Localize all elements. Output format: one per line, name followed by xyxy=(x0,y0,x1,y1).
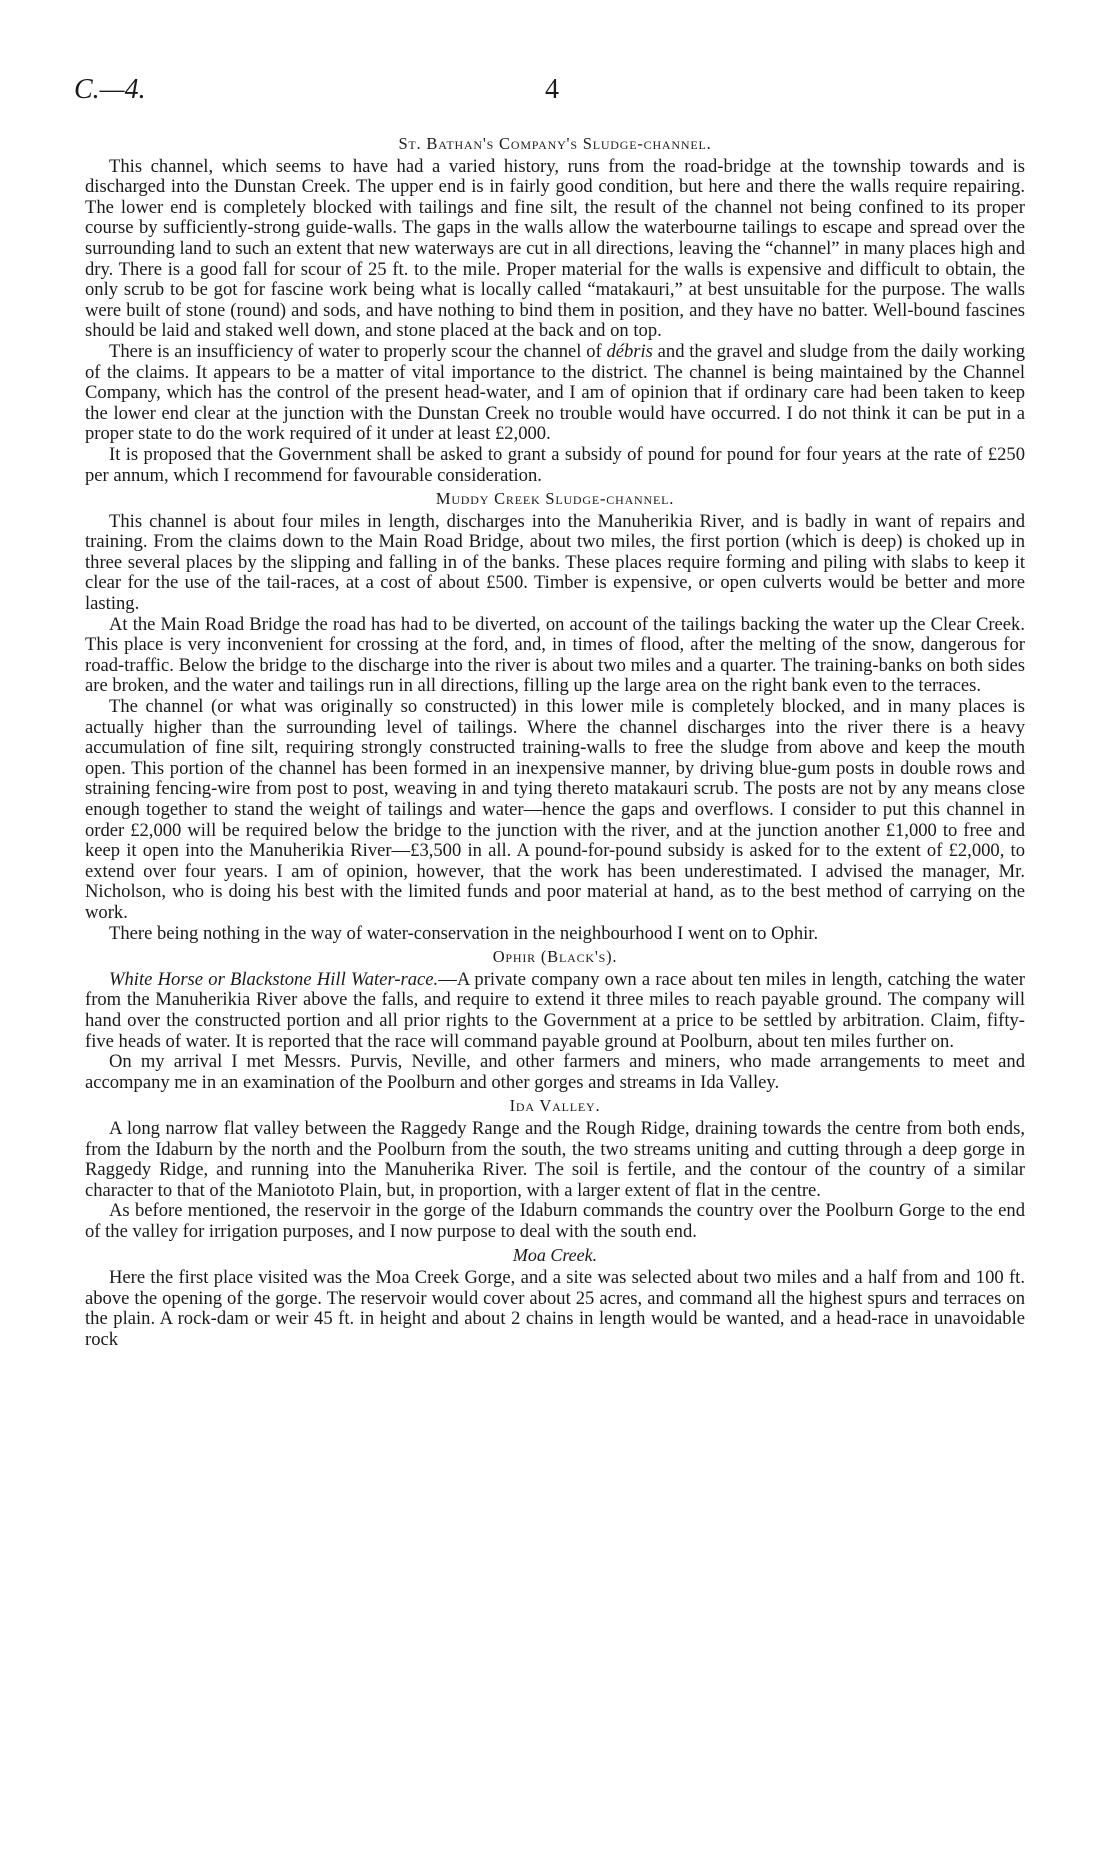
subsection-heading-moa-creek: Moa Creek. xyxy=(512,1245,598,1266)
paragraph: Here the first place visited was the Moa Creek Gorge, and a site was selected about two miles and a half from and 100 ft. above the opening of the gorge. The reservoir would cover about 25 acres, and command all the highest spurs and terraces on the plain. A rock-dam or weir 45 ft. in height and about 2 chains in length would be wanted, and a head-race in unavoidable rock xyxy=(85,1267,1025,1350)
document-reference: C.—4. xyxy=(74,74,146,105)
paragraph-text: —A private company own a race about ten miles in length, catching the water from the Manuherikia River above the falls, and require to extend it three miles to reach payable ground. The company will hand over the constructed portion and all prior rights to the Government at a price to be settled by arbitration. Claim, fifty-five heads of water. It is reported that the race will command payable ground at Poolburn, about ten miles further on. xyxy=(85,968,1026,1052)
paragraph: The channel (or what was originally so constructed) in this lower mile is completely blocked, and in many places is actually higher than the surrounding level of tailings. Where the channel discharges into the river there is a heavy accumulation of fine silt, requiring strongly constructed training-walls to free the sludge from above and keep the mouth open. This portion of the channel has been formed in an inexpensive manner, by driving blue-gum posts in double rows and straining fencing-wire from post to post, weaving in and tying thereto matakauri scrub. The posts are not by any means close enough together to stand the weight of tailings and water—hence the gaps and overflows. I consider to put this channel in order £2,000 will be required below the bridge to the junction with the river, and at the junction another £1,000 to free and keep it open into the Manuherikia River—£3,500 in all. A pound-for-pound subsidy is asked for to the extent of £2,000, to extend over four years. I am of opinion, however, that the work has been underestimated. I advised the manager, Mr. Nicholson, who is doing his best with the limited funds and poor material at hand, as to the best method of carrying on the work. xyxy=(85,696,1025,923)
paragraph: It is proposed that the Government shall be asked to grant a subsidy of pound for pound for four years at the rate of £250 per annum, which I recommend for favourable consideration. xyxy=(85,443,1025,486)
paragraph: On my arrival I met Messrs. Purvis, Neville, and other farmers and miners, who made arrangements to meet and accompany me in an examination of the Poolburn and other gorges and streams in Ida Valley. xyxy=(85,1051,1025,1093)
italic-term: débris xyxy=(606,340,653,362)
italic-subheading: White Horse or Blackstone Hill Water-race. xyxy=(109,968,439,990)
paragraph: There being nothing in the way of water-conservation in the neighbourhood I went on to Ophir. xyxy=(109,922,819,944)
paragraph-text: There is an insufficiency of water to properly scour the channel of xyxy=(109,340,607,362)
paragraph: At the Main Road Bridge the road has had to be diverted, on account of the tailings backing the water up the Clear Creek. This place is very inconvenient for crossing at the ford, and, in times of flood, after the melting of the snow, dangerous for road-traffic. Below the bridge to the discharge into the river is about two miles and a quarter. The training-banks on both sides are broken, and the water and tailings run in all directions, filling up the large area on the right bank even to the terraces. xyxy=(85,613,1025,697)
paragraph xyxy=(85,342,1025,445)
section-heading-ophir: Ophir (Black's). xyxy=(492,947,618,967)
page-number: 4 xyxy=(545,74,559,105)
paragraph: This channel, which seems to have had a varied history, runs from the road-bridge at the township towards and is discharged into the Dunstan Creek. The upper end is in fairly good condition, but here and there the walls require repairing. The lower end is completely blocked with tailings and fine silt, the result of the channel not being confined to its proper course by sufficiently-strong guide-walls. The gaps in the walls allow the waterbourne tailings to escape and spread over the surrounding land to such an extent that new waterways are cut in all directions, leaving the “channel” in many places high and dry. There is a good fall for scour of 25 ft. to the mile. Proper material for the walls is expensive and difficult to obtain, the only scrub to be got for fascine work being what is locally called “matakauri,” at best unsuitable for the purpose. The walls were built of stone (round) and sods, and have nothing to bind them in position, and they have no batter. Well-bound fascines should be laid and staked well down, and stone placed at the back and on top. xyxy=(85,155,1025,342)
paragraph xyxy=(85,970,1025,1052)
section-heading-ida-valley: Ida Valley. xyxy=(509,1096,601,1116)
section-heading-st-bathan: St. Bathan's Company's Sludge-channel. xyxy=(398,134,712,153)
document-body xyxy=(85,131,1025,1350)
paragraph: A long narrow flat valley between the Raggedy Range and the Rough Ridge, draining towards the centre from both ends, from the Idaburn by the north and the Poolburn from the south, the two streams uniting and cutting through a deep gorge in Raggedy Ridge, and running into the Manuherika River. The soil is fertile, and the contour of the country of a similar character to that of the Maniototo Plain, but, in proportion, with a larger extent of flat in the centre. xyxy=(85,1117,1025,1201)
paragraph: This channel is about four miles in length, discharges into the Manuherikia River, and is badly in want of repairs and training. From the claims down to the Main Road Bridge, about two miles, the first portion (which is deep) is choked up in three several places by the slipping and falling in of the banks. These places require forming and piling with slabs to keep it clear for the use of the tail-races, at a cost of about £500. Timber is expensive, or open culverts would be better and more lasting. xyxy=(85,510,1025,615)
paragraph-text: and the gravel and sludge from the daily working of the claims. It appears to be a matter of vital importance to the district. The channel is being maintained by the Channel Company, which has the control of the present head-water, and I am of opinion that if ordinary care had been taken to keep the lower end clear at the junction with the Dunstan Creek no trouble would have occurred. I do not think it can be put in a proper state to do the work required of it under at least £2,000. xyxy=(85,340,1025,445)
section-heading-muddy-creek: Muddy Creek Sludge-channel. xyxy=(435,489,675,509)
paragraph: As before mentioned, the reservoir in the gorge of the Idaburn commands the country over the Poolburn Gorge to the end of the valley for irrigation purposes, and I now purpose to deal with the south end. xyxy=(85,1200,1025,1242)
